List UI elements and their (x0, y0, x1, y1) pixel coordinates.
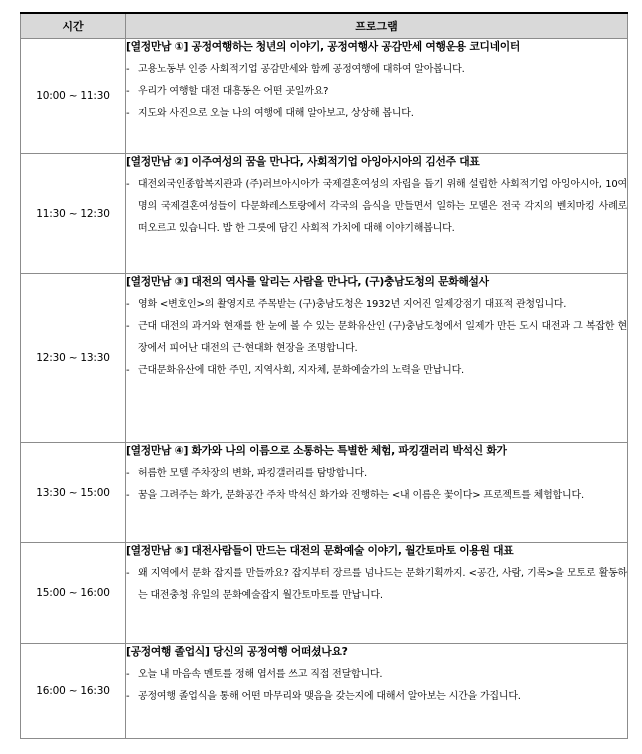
program-item: - 고용노동부 인증 사회적기업 공감만세와 함께 공정여행에 대하여 알아봅니다. (126, 64, 465, 75)
table-row (21, 154, 628, 274)
header-time: 시간 (21, 13, 126, 39)
program-item: - 근대문화유산에 대한 주민, 지역사회, 지자체, 문화예술가의 노력을 만납니다. (126, 365, 465, 376)
program-cell (126, 39, 628, 154)
time-cell: 13:30 ~ 15:00 (21, 443, 126, 543)
program-cell (126, 644, 628, 739)
program-title: [열정만남 ①] 공정여행하는 청년의 이야기, 공정여행사 공감만세 여행운용 코디네이터 (126, 40, 520, 53)
time-cell: 12:30 ~ 13:30 (21, 274, 126, 443)
program-item: - 영화 <변호인>의 촬영지로 주목받는 (구)충남도청은 1932년 지어진 일제강점기 대표적 관청입니다. (126, 299, 567, 310)
program-item: - 지도와 사진으로 오늘 나의 여행에 대해 알아보고, 상상해 봅니다. (126, 108, 414, 119)
table-row (21, 543, 628, 644)
program-title: [공정여행 졸업식] 당신의 공정여행 어떠셨나요? (126, 645, 348, 658)
program-item: - 공정여행 졸업식을 통해 어떤 마무리와 맺음을 갖는지에 대해서 알아보는 시간을 가집니다. (126, 691, 521, 702)
program-item: - 허름한 모텔 주차장의 변화, 파킹갤러리를 탐방합니다. (126, 468, 367, 479)
program-title: [열정만남 ④] 화가와 나의 이름으로 소통하는 특별한 체험, 파킹갤러리 박석신 화가 (126, 444, 507, 457)
header-row (21, 13, 628, 39)
table-row (21, 274, 628, 443)
program-item: - 우리가 여행할 대전 대흥동은 어떤 곳일까요? (126, 86, 329, 97)
schedule-table (20, 12, 628, 739)
program-item: - 오늘 내 마음속 멘토를 정해 엽서를 쓰고 직접 전달합니다. (126, 669, 383, 680)
time-cell: 16:00 ~ 16:30 (21, 644, 126, 739)
program-title: [열정만남 ③] 대전의 역사를 알리는 사람을 만나다, (구)충남도청의 문화해설사 (126, 275, 489, 288)
table-row (21, 39, 628, 154)
program-cell (126, 443, 628, 543)
program-title: [열정만남 ②] 이주여성의 꿈을 만나다, 사회적기업 아잉아시아의 김선주 대표 (126, 155, 480, 168)
program-title: [열정만남 ⑤] 대전사람들이 만드는 대전의 문화예술 이야기, 월간토마토 이용원 대표 (126, 544, 514, 557)
program-cell (126, 154, 628, 274)
header-program: 프로그램 (126, 13, 628, 39)
time-cell: 10:00 ~ 11:30 (21, 39, 126, 154)
table-row (21, 644, 628, 739)
table-row (21, 443, 628, 543)
program-cell (126, 543, 628, 644)
time-cell: 11:30 ~ 12:30 (21, 154, 126, 274)
program-item: - 꿈을 그려주는 화가, 문화공간 주차 박석신 화가와 진행하는 <내 이름은 꽃이다> 프로젝트를 체험합니다. (126, 490, 584, 501)
program-item: - 대전외국인종합복지관과 (주)러브아시아가 국제결혼여성의 자립을 돕기 위해 설립한 사회적기업 아잉아시아, 10여 명의 국제결혼여성들이 다문화레스토랑에서 각국의 음식을 만들면서 일하는 모델은 전국 각지의 벤치마킹 사례로 떠오르고 있습니다. 밥 한 그릇에 담긴 사회적 가치에 대해 이야기해봅니다. (126, 179, 627, 234)
time-cell: 15:00 ~ 16:00 (21, 543, 126, 644)
program-item: - 왜 지역에서 문화 잡지를 만들까요? 잡지부터 장르를 넘나드는 문화기획까지. <공간, 사람, 기록>을 모토로 활동하는 대전충청 유일의 문화예술잡지 월간토마토를 만납니다. (126, 568, 627, 601)
program-cell (126, 274, 628, 443)
program-item: - 근대 대전의 과거와 현재를 한 눈에 볼 수 있는 문화유산인 (구)충남도청에서 일제가 만든 도시 대전과 그 복잡한 현장에서 피어난 대전의 근·현대화 현장을 조명합니다. (126, 321, 627, 354)
